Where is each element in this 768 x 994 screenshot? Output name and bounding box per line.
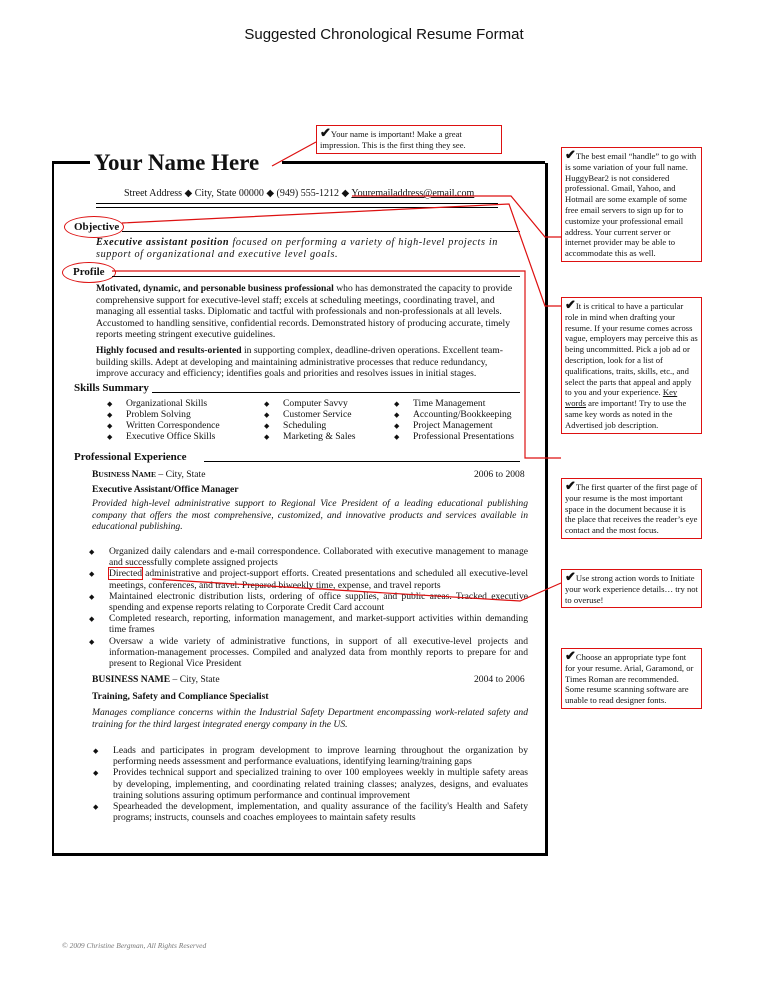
job1-bullet: ◆ Oversaw a wide variety of administrative functions, in support of all executive-level projects and information-management processes. Compiled and analyzed data from monthly reports to prepare for and present to Regional Vice President	[109, 636, 528, 670]
separator-icon: ◆	[184, 188, 193, 199]
skill-item: ◆ Professional Presentations	[413, 431, 514, 442]
phone-number: (949) 555-1212	[276, 188, 340, 199]
connector-line	[352, 196, 561, 237]
objective-note-end: are important! Try to use the same key words as noted in the Advertised job description.	[565, 398, 687, 430]
job1-title: Executive Assistant/Office Manager	[92, 484, 239, 495]
job1-company-initial: B	[92, 469, 99, 480]
street-address: Street Address	[124, 188, 183, 199]
job1-bullet: ◆ Organized daily calendars and e-mail correspondence. Collaborated with executive management to manage and successfully complete assigned projects	[109, 546, 528, 568]
job2-summary: Manages compliance concerns within the Industrial Safety Department encompassing work-related safety and training for the third largest integrated energy company in the US.	[92, 707, 528, 730]
job2-bullet: ◆ Provides technical support and specialized training to over 100 employees weekly in multiple safety areas by developing, implementing, and coordinating related training classes; analyzes, designs, and evaluates training solutions assuring optimum performance and continual improvement	[113, 767, 528, 801]
name-note-text: Your name is important! Make a great impression. This is the first thing they see.	[320, 129, 466, 150]
checkmark-icon: ✔	[565, 297, 576, 312]
skill-item: ◆ Computer Savvy	[283, 398, 355, 409]
job1-bullet: ◆ Completed research, reporting, information management, and market-support activities within demanding time frames	[109, 613, 528, 635]
objective-note-keywords: Key words	[565, 387, 678, 409]
copyright: © 2009 Christine Bergman, All Rights Reserved	[62, 941, 207, 950]
experience-heading: Professional Experience	[74, 451, 187, 463]
checkmark-icon: ✔	[565, 648, 576, 663]
city-state: City, State 00000	[194, 188, 264, 199]
job2-bullet: ◆ Leads and participates in program development to improve learning throughout the organization by performing needs assessment and performance evaluations, identifying learning/training gaps	[113, 745, 528, 767]
page-title: Suggested Chronological Resume Format	[244, 26, 524, 43]
job1-company-initial2: N	[131, 469, 139, 480]
skill-item: ◆ Accounting/Bookkeeping	[413, 409, 514, 420]
job2-title: Training, Safety and Compliance Specialist	[92, 691, 269, 702]
objective-rest: focused on performing a variety of high-level projects in support of organizational and executive level goals.	[96, 237, 498, 260]
skill-item: ◆ Written Correspondence	[126, 420, 220, 431]
checkmark-icon: ✔	[565, 478, 576, 493]
connector-line	[122, 204, 561, 306]
job2-company-name: BUSINESS NAME	[92, 674, 171, 685]
action-word-highlight: Directed	[109, 568, 143, 580]
skill-item: ◆ Customer Service	[283, 409, 355, 420]
job2-dates: 2004 to 2006	[474, 674, 525, 685]
connector-line	[112, 271, 561, 458]
font-note-text: Choose an appropriate type font for your resume. Arial, Garamond, or Times Roman are recommended. Some resume scanning software are unable to read designer fonts.	[565, 652, 694, 706]
job1-dates: 2006 to 2008	[474, 469, 525, 480]
profile-p2-lead: Highly focused and results-oriented	[96, 345, 242, 356]
connector-line	[272, 142, 316, 166]
objective-role: Executive assistant position	[96, 237, 230, 248]
profile-heading: Profile	[73, 266, 105, 278]
objective-heading: Objective	[74, 221, 120, 233]
checkmark-icon: ✔	[565, 569, 576, 584]
checkmark-icon: ✔	[320, 125, 331, 140]
skill-item: ◆ Organizational Skills	[126, 398, 220, 409]
email-link[interactable]: Youremailaddress@email.com	[351, 188, 475, 199]
job1-bullet: ◆ Maintained electronic distribution lists, ordering of office supplies, and public areas. Tracked executive spending and expense reports relating to Corporate Credit Card account	[109, 591, 528, 613]
job1-company-rest: USINESS	[98, 470, 132, 479]
skill-item: ◆ Scheduling	[283, 420, 355, 431]
skills-heading: Skills Summary	[74, 382, 149, 394]
checkmark-icon: ✔	[565, 147, 576, 162]
resume-name: Your Name Here	[94, 150, 260, 175]
profile-p1-rest: who has demonstrated the capacity to provide comprehensive support for executive-level staff; excels at scheduling meetings, coordinating travel, and managing all essential tasks. Diplomatic and tactful with professionals and non-professionals at all levels. Accustomed to handling sensitive, confidential records. Demonstrated history of producing accurate, timely reports meeting stringent executive guidelines.	[96, 283, 513, 341]
job2-bullet: ◆ Spearheaded the development, implementation, and quality assurance of the facility's Health and Safety programs; instructs, counsels and coaches employees to maintain safety results	[113, 801, 528, 823]
objective-note-text: It is critical to have a particular role in mind when drafting your resume. If your resume comes across vague, employers may perceive this as being uncommitted. Pick a job ad or description, look for a list of qualifications, traits, skills, etc., and select the parts that appeal and apply to you and your experience.	[565, 301, 698, 398]
job2-location: – City, State	[170, 674, 220, 685]
skill-item: ◆ Project Management	[413, 420, 514, 431]
separator-icon: ◆	[341, 188, 350, 199]
email-note-text: The best email “handle” to go with is some variation of your full name. HuggyBear2 is not considered professional. Gmail, Yahoo, and Hotmail are some example of some free email servers to sign up for to customize your professional email address. Your current server or internet provider may be able to accommodate this as well.	[565, 151, 697, 259]
skill-item: ◆ Marketing & Sales	[283, 431, 355, 442]
job1-bullet-text: administrative and project-support efforts. Created presentations and scheduled all executive-level meetings, conferences, and travel. Prepared biweekly time, expense, and travel reports	[109, 568, 528, 591]
job1-location: – City, State	[156, 469, 206, 480]
profile-p1-lead: Motivated, dynamic, and personable business professional	[96, 283, 334, 294]
job1-summary: Provided high-level administrative support to Regional Vice President of a leading educational publishing company that offers the most comprehensive, customized, and innovative products and services available in educational publishing.	[92, 498, 528, 533]
action-words-note-text: Use strong action words to Initiate your work experience details… try not to overuse!	[565, 573, 698, 605]
job1-company-rest2: AME	[138, 470, 156, 479]
first-quarter-note-text: The first quarter of the first page of your resume is the most important space in the document because it is the place that receives the reader’s eye contact and the most focus.	[565, 482, 698, 536]
separator-icon: ◆	[266, 188, 275, 199]
skill-item: ◆ Problem Solving	[126, 409, 220, 420]
skill-item: ◆ Executive Office Skills	[126, 431, 220, 442]
connector-line	[152, 579, 561, 601]
skill-item: ◆ Time Management	[413, 398, 514, 409]
profile-p2-rest: in supporting complex, deadline-driven operations. Excellent team-building skills. Adept at developing and maintaining administrative processes that reduce redundancy, improve accuracy and efficiency; identifies goals and priorities and resolves issues in initial stages.	[96, 345, 503, 380]
